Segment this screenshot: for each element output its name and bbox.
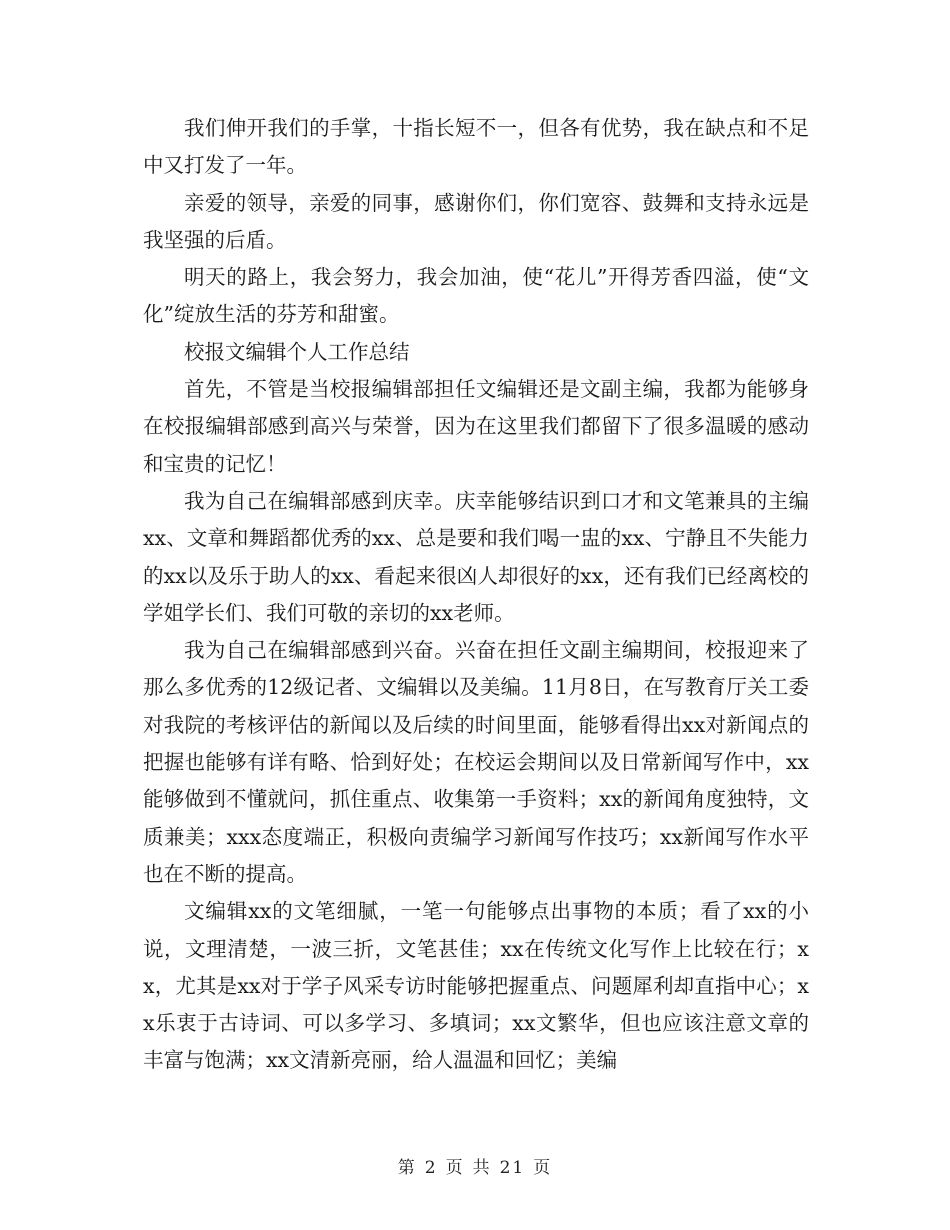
footer-page-word: 页 — [445, 1158, 465, 1178]
current-page-number: 2 — [424, 1158, 438, 1178]
footer-total-prefix: 共 — [472, 1158, 492, 1178]
paragraph: 亲爱的领导，亲爱的同事，感谢你们，你们宽容、鼓舞和支持永远是我坚强的后盾。 — [143, 190, 809, 252]
paragraph: 首先，不管是当校报编辑部担任文编辑还是文副主编，我都为能够身在校报编辑部感到高兴与荣誉，因为在这里我们都留下了很多温暖的感动和宝贵的记忆！ — [143, 377, 809, 476]
total-page-count: 21 — [499, 1158, 526, 1178]
paragraph: 我们伸开我们的手掌，十指长短不一，但各有优势，我在缺点和不足中又打发了一年。 — [143, 116, 809, 178]
paragraph: 我为自己在编辑部感到庆幸。庆幸能够结识到口才和文笔兼具的主编xx、文章和舞蹈都优秀的xx、总是要和我们喝一盅的xx、宁静且不失能力的xx以及乐于助人的xx、看起来很凶人却很好的xx，还有我们已经离校的学姐学长们、我们可敬的亲切的xx老师。 — [143, 488, 809, 625]
footer-prefix: 第 — [397, 1158, 417, 1178]
page-number-footer — [0, 1153, 950, 1178]
document-body — [143, 110, 809, 1080]
footer-suffix: 页 — [533, 1158, 553, 1178]
paragraph: 文编辑xx的文笔细腻，一笔一句能够点出事物的本质；看了xx的小说，文理清楚，一波三折，文笔甚佳；xx在传统文化写作上比较在行；xx，尤其是xx对于学子风采专访时能够把握重点、问题犀利却直指中心；xx乐衷于古诗词、可以多学习、多填词；xx文繁华，但也应该注意文章的丰富与饱满；xx文清新亮丽，给人温温和回忆；美编 — [143, 899, 809, 1073]
section-title: 校报文编辑个人工作总结 — [184, 339, 410, 364]
paragraph: 我为自己在编辑部感到兴奋。兴奋在担任文副主编期间，校报迎来了那么多优秀的12级记者、文编辑以及美编。11月8日，在写教育厅关工委对我院的考核评估的新闻以及后续的时间里面，能够看得出xx对新闻点的把握也能够有详有略、恰到好处；在校运会期间以及日常新闻写作中，xx能够做到不懂就问，抓住重点、收集第一手资料；xx的新闻角度独特，文质兼美；xxx态度端正，积极向责编学习新闻写作技巧；xx新闻写作水平也在不断的提高。 — [143, 638, 809, 886]
paragraph: 明天的路上，我会努力，我会加油，使“花儿”开得芳香四溢，使“文化”绽放生活的芬芳和甜蜜。 — [143, 265, 809, 327]
